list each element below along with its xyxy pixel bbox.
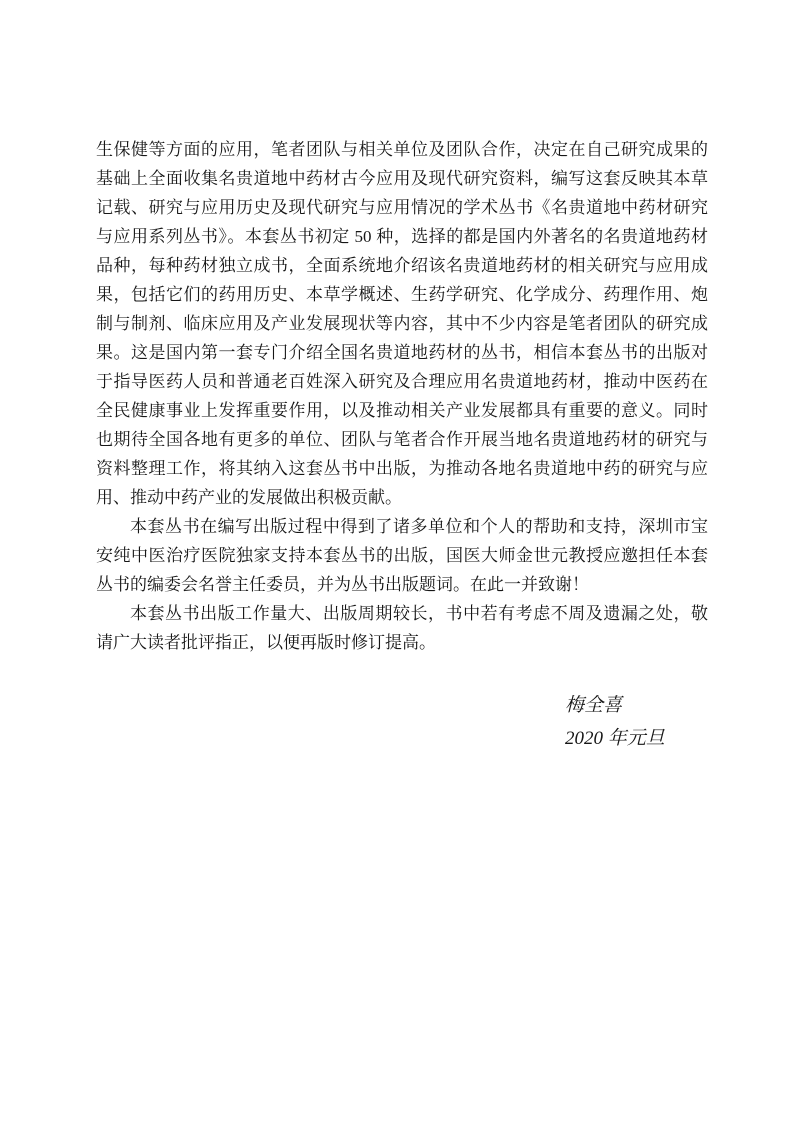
text-line: 也期待全国各地有更多的单位、团队与笔者合作开展当地名贵道地药材的研究与 (96, 430, 708, 449)
text-line: 于指导医药人员和普通老百姓深入研究及合理应用名贵道地药材，推动中医药在 (96, 372, 708, 391)
text-line: 果，包括它们的药用历史、本草学概述、生药学研究、化学成分、药理作用、炮 (96, 285, 708, 304)
text-line: 品种，每种药材独立成书，全面系统地介绍该名贵道地药材的相关研究与应用成 (96, 256, 708, 275)
text-line: 基础上全面收集名贵道地中药材古今应用及现代研究资料，编写这套反映其本草 (96, 169, 708, 188)
text-line: 资料整理工作，将其纳入这套丛书中出版，为推动各地名贵道地中药的研究与应 (96, 459, 708, 478)
text-line: 请广大读者批评指正，以便再版时修订提高。 (96, 633, 436, 652)
text-line: 果。这是国内第一套专门介绍全国名贵道地药材的丛书，相信本套丛书的出版对 (96, 343, 708, 362)
text-line: 生保健等方面的应用，笔者团队与相关单位及团队合作，决定在自己研究成果的 (96, 140, 708, 159)
text-line: 安纯中医治疗医院独家支持本套丛书的出版，国医大师金世元教授应邀担任本套 (96, 546, 708, 565)
text-line: 记载、研究与应用历史及现代研究与应用情况的学术丛书《名贵道地中药材研究 (96, 198, 708, 217)
text-line: 制与制剂、临床应用及产业发展现状等内容，其中不少内容是笔者团队的研究成 (96, 314, 708, 333)
signature-date: 2020 年元旦 (565, 728, 665, 749)
text-line: 丛书的编委会名誉主任委员，并为丛书出版题词。在此一并致谢！ (96, 575, 589, 594)
text-line: 本套丛书在编写出版过程中得到了诸多单位和个人的帮助和支持，深圳市宝 (130, 517, 708, 536)
signature-name: 梅全喜 (565, 695, 623, 716)
signature-block (565, 689, 665, 755)
text-line: 用、推动中药产业的发展做出积极贡献。 (96, 488, 402, 507)
text-line: 本套丛书出版工作量大、出版周期较长，书中若有考虑不周及遗漏之处，敬 (130, 604, 708, 623)
text-line: 与应用系列丛书》。本套丛书初定 50 种，选择的都是国内外著名的名贵道地药材 (96, 227, 708, 246)
text-line: 全民健康事业上发挥重要作用，以及推动相关产业发展都具有重要的意义。同时 (96, 401, 708, 420)
preface-body (96, 135, 708, 657)
